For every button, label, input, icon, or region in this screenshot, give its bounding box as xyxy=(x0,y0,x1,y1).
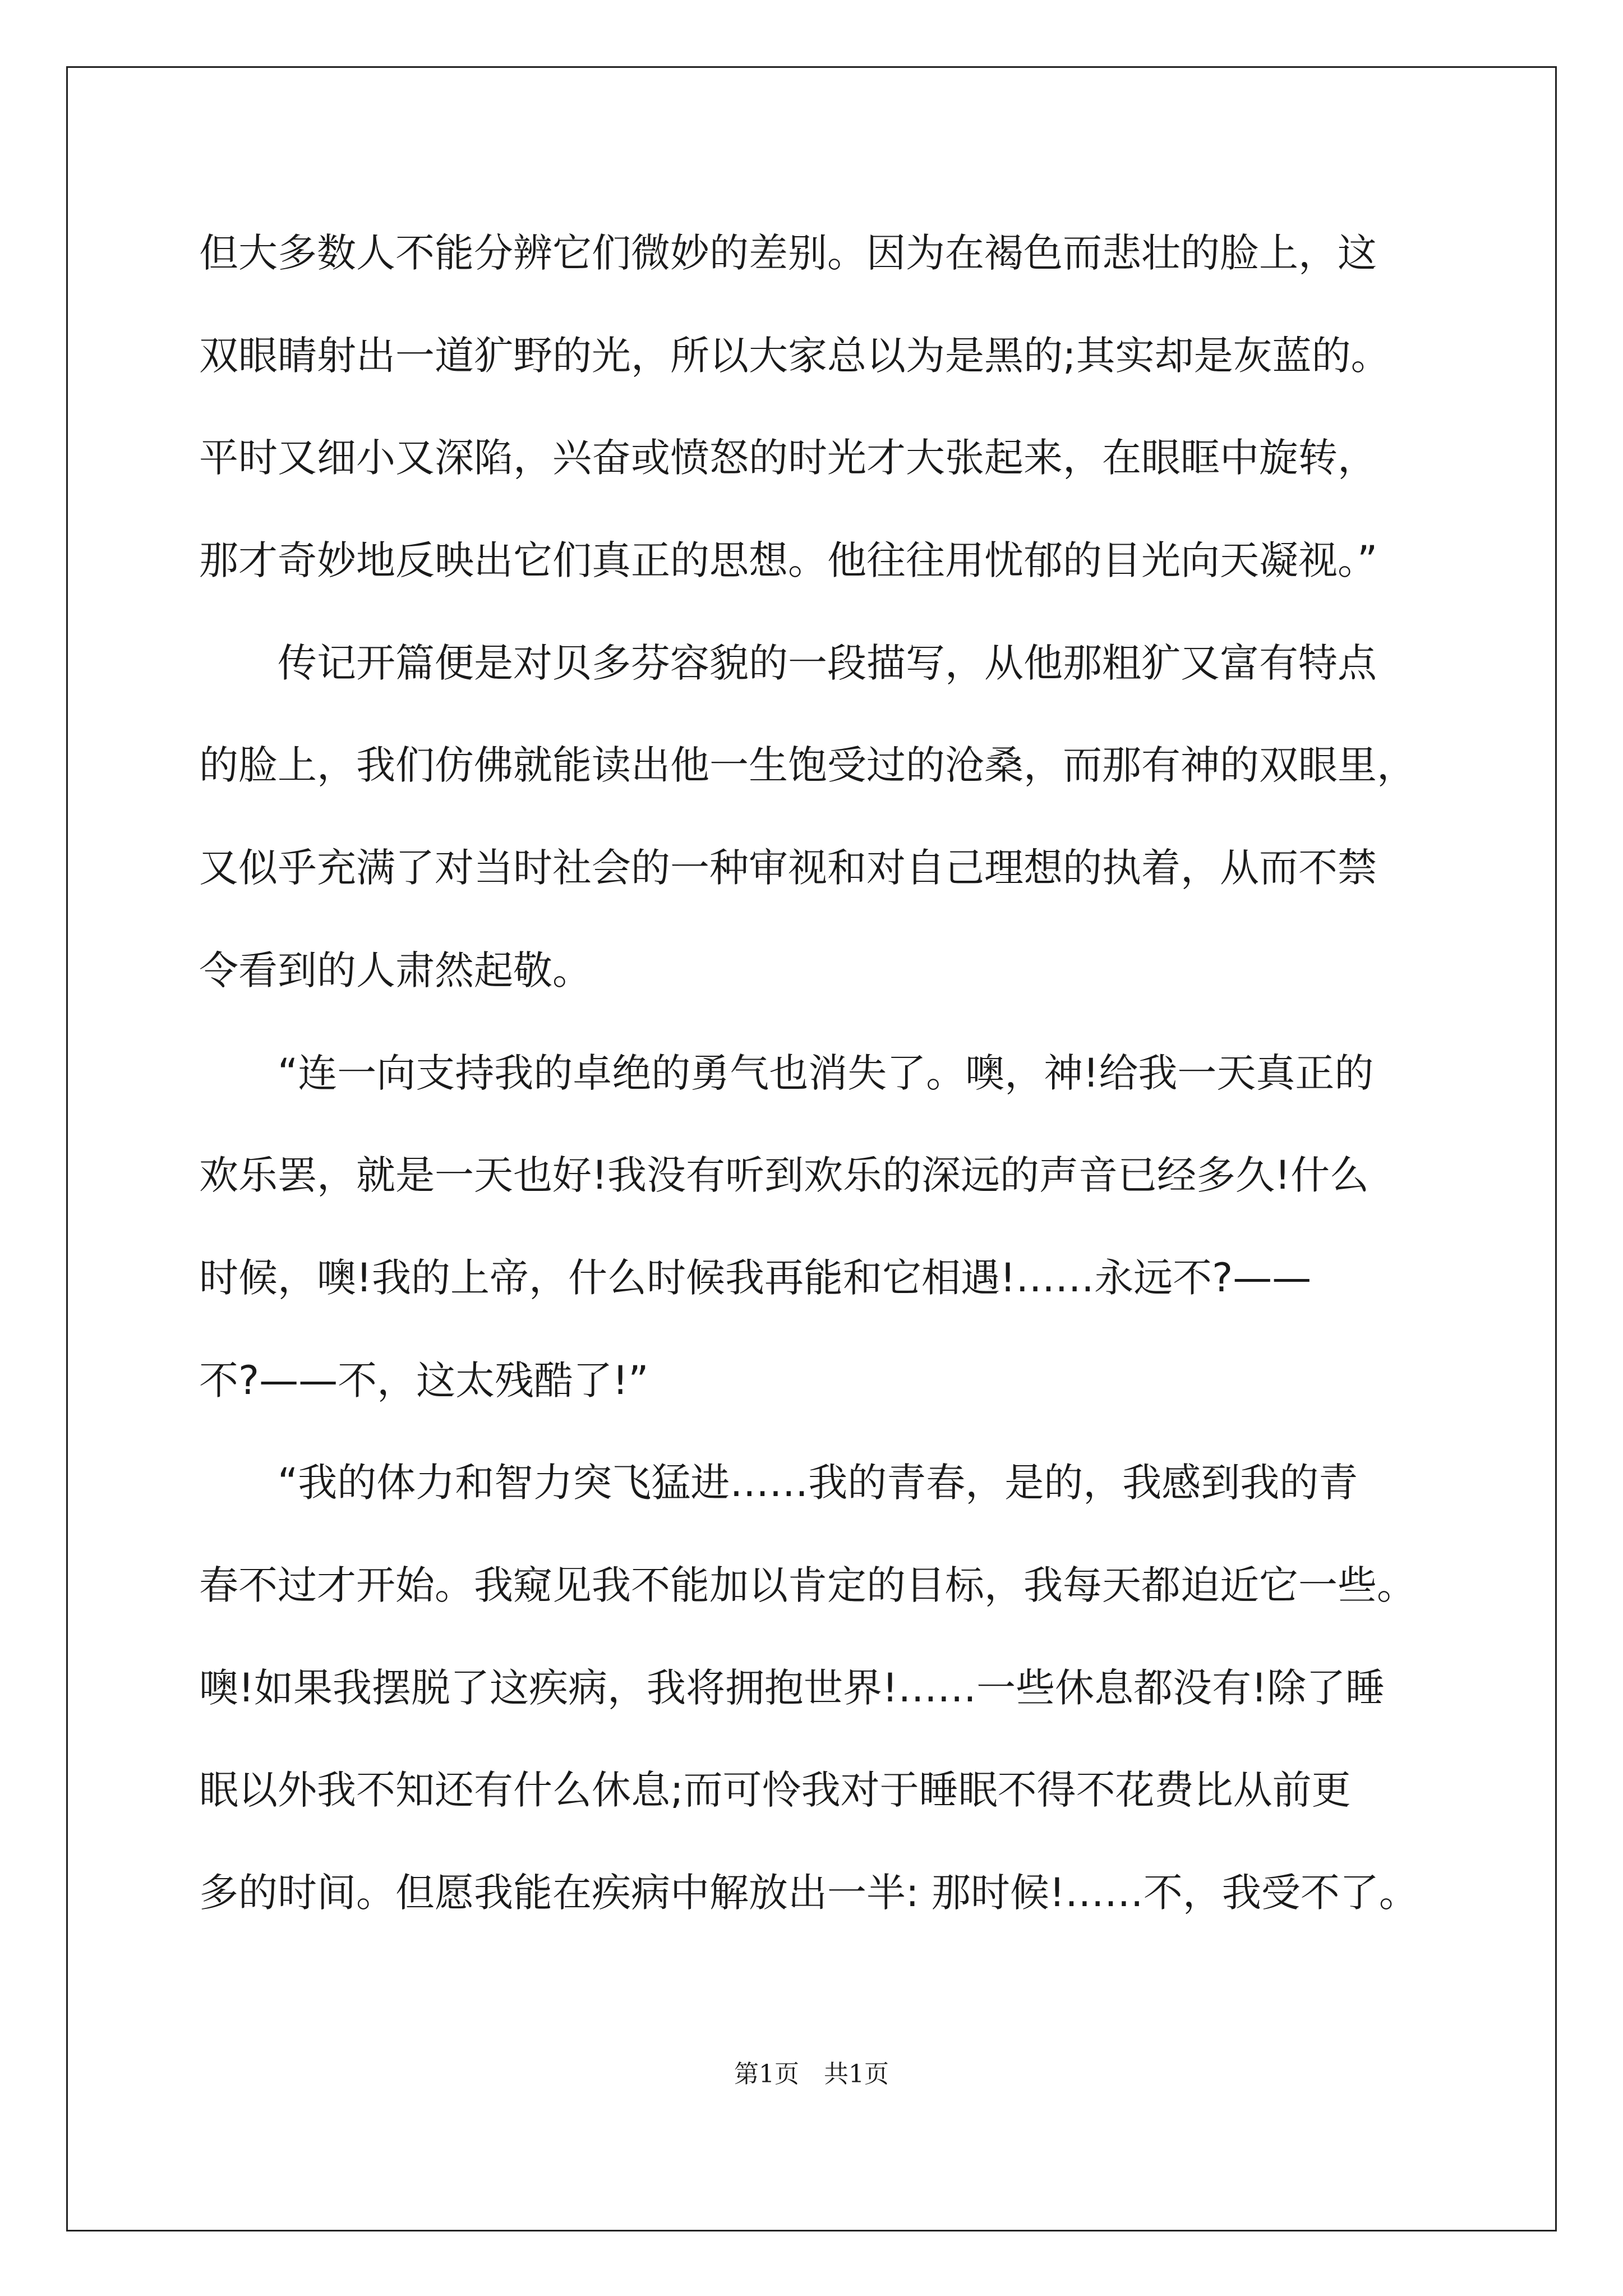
text-line: 欢乐罢，就是一天也好!我没有听到欢乐的深远的声音已经多久!什么 xyxy=(199,1152,1370,1199)
text-line: 但大多数人不能分辨它们微妙的差别。因为在褐色而悲壮的脸上，这 xyxy=(199,230,1377,276)
text-line: 双眼睛射出一道犷野的光，所以大家总以为是黑的;其实却是灰蓝的。 xyxy=(199,332,1390,379)
text-line: 的脸上，我们仿佛就能读出他一生饱受过的沧桑，而那有神的双眼里， xyxy=(199,742,1416,789)
text-line: 春不过才开始。我窥见我不能加以肯定的目标，我每天都迫近它一些。 xyxy=(199,1562,1416,1608)
page-footer xyxy=(0,2058,1623,2091)
page-total: 共1页 xyxy=(824,2060,889,2088)
text-line: “连一向支持我的卓绝的勇气也消失了。噢，神!给我一天真正的 xyxy=(199,1050,1374,1096)
text-line: 又似乎充满了对当时社会的一种审视和对自己理想的执着，从而不禁 xyxy=(199,845,1377,891)
text-line: 那才奇妙地反映出它们真正的思想。他往往用忧郁的目光向天凝视。” xyxy=(199,537,1378,584)
text-line: 不?——不，这太残酷了!” xyxy=(199,1357,649,1404)
text-line: 噢!如果我摆脱了这疾病，我将拥抱世界!……一些休息都没有!除了睡 xyxy=(199,1664,1385,1711)
text-line: 令看到的人肃然起敬。 xyxy=(199,947,592,993)
document-body xyxy=(199,202,1455,1944)
text-line: 平时又细小又深陷，兴奋或愤怒的时光才大张起来，在眼眶中旋转， xyxy=(199,435,1377,481)
text-line: 传记开篇便是对贝多芬容貌的一段描写，从他那粗犷又富有特点 xyxy=(199,639,1377,686)
text-line: “我的体力和智力突飞猛进……我的青春，是的，我感到我的青 xyxy=(199,1460,1358,1506)
text-line: 眠以外我不知还有什么休息;而可怜我对于睡眠不得不花费比从前更 xyxy=(199,1767,1351,1814)
text-line: 时候，噢!我的上帝，什么时候我再能和它相遇!……永远不?—— xyxy=(199,1254,1312,1301)
page-number: 第1页 xyxy=(734,2060,799,2088)
text-line: 多的时间。但愿我能在疾病中解放出一半: 那时候!……不，我受不了。 xyxy=(199,1870,1418,1916)
